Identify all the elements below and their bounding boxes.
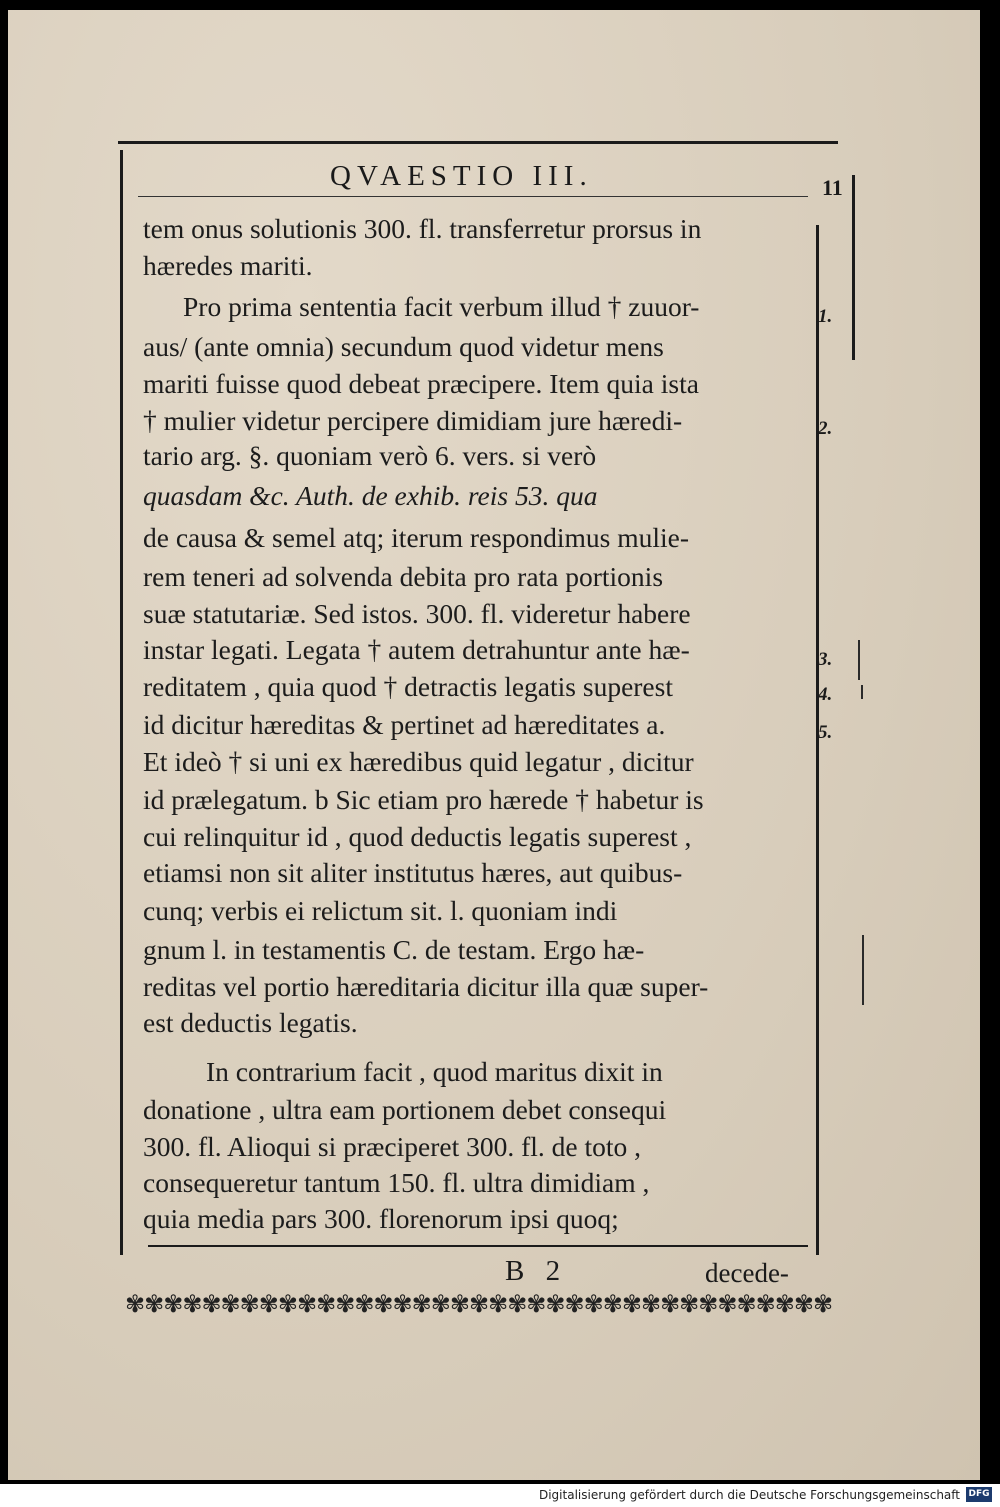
- text-line: instar legati. Legata † autem detrahuntur ante hæ-: [143, 634, 690, 665]
- text-line: de causa & semel atq; iterum respondimus mulie-: [143, 522, 690, 553]
- margin-line: [861, 685, 863, 699]
- text-line: hæredes mariti.: [143, 250, 313, 281]
- text-line: Et ideò † si uni ex hæredibus quid legatur , dicitur: [143, 746, 694, 777]
- text-line: tem onus solutionis 300. fl. transferretur prorsus in: [143, 213, 702, 244]
- text-line: mariti fuisse quod debeat præcipere. Item quia ista: [143, 368, 699, 399]
- text-line: In contrarium facit , quod maritus dixit in: [206, 1056, 663, 1087]
- signature-mark: B 2: [505, 1255, 561, 1287]
- running-header: QVAESTIO III.: [330, 160, 593, 192]
- text-line: suæ statutariæ. Sed istos. 300. fl. videretur habere: [143, 598, 691, 629]
- text-line: donatione , ultra eam portionem debet consequi: [143, 1094, 667, 1125]
- text-line: gnum l. in testamentis C. de testam. Ergo hæ-: [143, 934, 645, 965]
- text-line: cui relinquitur id , quod deductis legatis superest ,: [143, 821, 692, 852]
- text-line: reditatem , quia quod † detractis legatis superest: [143, 671, 673, 702]
- text-line: cunq; verbis ei relictum sit. l. quoniam indi: [143, 895, 618, 926]
- text-line: 300. fl. Alioqui si præciperet 300. fl. de toto ,: [143, 1131, 641, 1162]
- text-line: reditas vel portio hæreditaria dicitur illa quæ super-: [143, 971, 709, 1002]
- frame-top-rule: [118, 141, 838, 144]
- attribution-bar: [0, 1484, 1000, 1507]
- text-line: consequeretur tantum 150. fl. ultra dimidiam ,: [143, 1167, 650, 1198]
- text-line: aus/ (ante omnia) secundum quod videtur mens: [143, 331, 664, 362]
- catchword: decede-: [705, 1258, 789, 1288]
- header-rule: [138, 196, 808, 197]
- ornament-border: ✾✾✾✾✾✾✾✾✾✾✾✾✾✾✾✾✾✾✾✾✾✾✾✾✾✾✾✾✾✾✾✾✾✾✾✾✾: [125, 1290, 833, 1318]
- text-line: tario arg. §. quoniam verò 6. vers. si verò: [143, 440, 597, 471]
- margin-note: 3.: [818, 649, 833, 670]
- text-line: quasdam &c. Auth. de exhib. reis 53. qua: [143, 480, 598, 511]
- text-line: id prælegatum. b Sic etiam pro hærede † habetur is: [143, 784, 704, 815]
- margin-line: [858, 640, 860, 680]
- text-line: Pro prima sententia facit verbum illud † zuuor-: [183, 291, 700, 322]
- dfg-logo: DFG: [966, 1487, 992, 1502]
- text-line: id dicitur hæreditas & pertinet ad hæreditates a.: [143, 709, 666, 740]
- margin-line: [862, 935, 864, 1005]
- frame-left-rule: [120, 150, 123, 1255]
- margin-note: 4.: [818, 684, 833, 705]
- page-number: 11: [822, 175, 843, 200]
- frame-outer-right-rule: [852, 175, 855, 360]
- text-line: quia media pars 300. florenorum ipsi quoq;: [143, 1203, 619, 1234]
- margin-note: 2.: [818, 418, 833, 439]
- text-line: est deductis legatis.: [143, 1007, 358, 1038]
- text-line: etiamsi non sit aliter institutus hæres, aut quibus-: [143, 857, 683, 888]
- text-line: rem teneri ad solvenda debita pro rata portionis: [143, 561, 664, 592]
- margin-note: 1.: [818, 306, 833, 327]
- margin-note: 5.: [818, 722, 833, 743]
- text-line: † mulier videtur percipere dimidiam jure hæredi-: [143, 405, 683, 436]
- bottom-rule: [148, 1245, 808, 1247]
- attribution-text: Digitalisierung gefördert durch die Deutsche Forschungsgemeinschaft: [538, 1488, 960, 1502]
